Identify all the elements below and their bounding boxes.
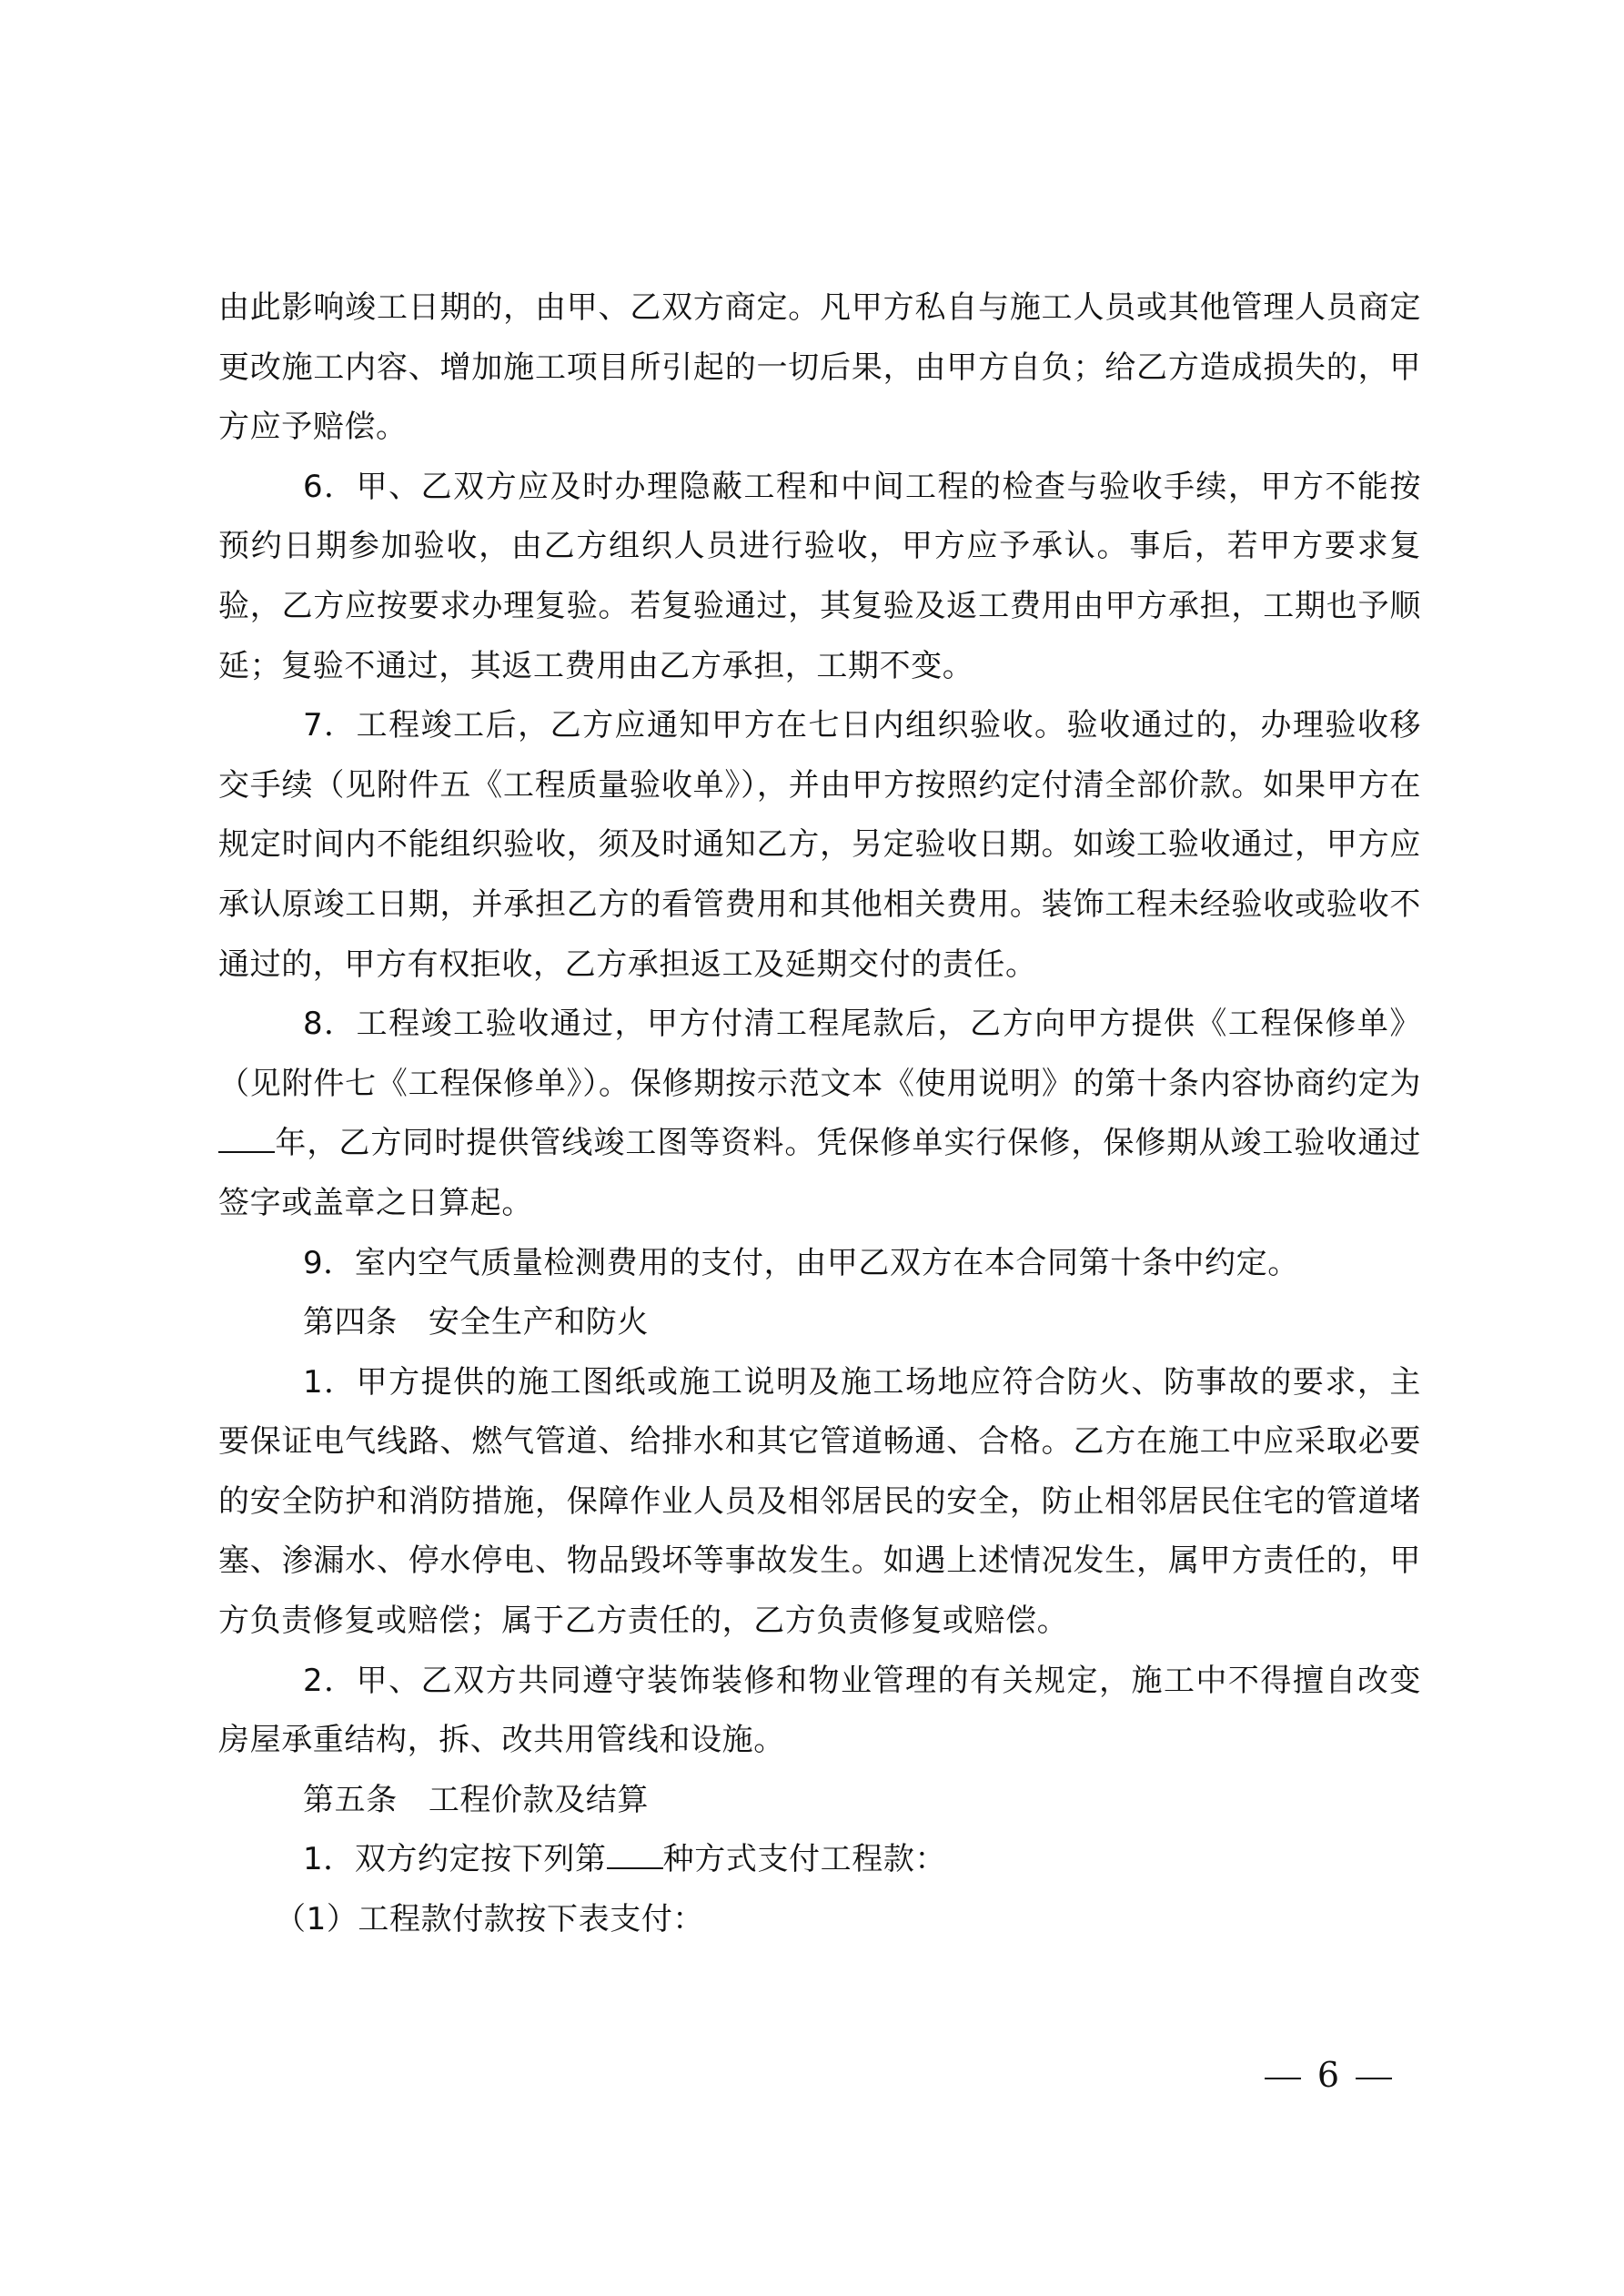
article-5-item-1-text-before: 1．双方约定按下列第 (303, 1841, 607, 1878)
article-4-number: 第四条 (303, 1304, 398, 1341)
article-5-heading (218, 1771, 1421, 1831)
page-number (1228, 2055, 1428, 2095)
warranty-years-blank (218, 1124, 275, 1153)
article-5-number: 第五条 (303, 1781, 398, 1818)
paragraph-item-9: 9．室内空气质量检测费用的支付，由甲乙双方在本合同第十条中约定。 (303, 1244, 1299, 1281)
article-4-title: 安全生产和防火 (428, 1304, 650, 1341)
paragraph-item-8 (218, 995, 1421, 1233)
paragraph-item-6: 6．甲、乙双方应及时办理隐蔽工程和中间工程的检查与验收手续，甲方不能按预约日期参加验收，由乙方组织人员进行验收，甲方应予承认。事后，若甲方要求复验，乙方应按要求办理复验。若复验通过，其复验及返工费用由甲方承担，工期也予顺延；复验不通过，其返工费用由乙方承担，工期不变。 (218, 468, 1421, 684)
document-body (218, 278, 1421, 1950)
item-8-text-before: 8．工程竣工验收通过，甲方付清工程尾款后，乙方向甲方提供《工程保修单》（见附件七《工程保修单》）。保修期按示范文本《使用说明》的第十条内容协商约定为 (218, 1006, 1421, 1102)
page-number-value: 6 (1316, 2055, 1340, 2095)
paragraph-item-7: 7．工程竣工后，乙方应通知甲方在七日内组织验收。验收通过的，办理验收移交手续（见附件五《工程质量验收单》），并由甲方按照约定付清全部价款。如果甲方在规定时间内不能组织验收，须及时通知乙方，另定验收日期。如竣工验收通过，甲方应承认原竣工日期，并承担乙方的看管费用和其他相关费用。装饰工程未经验收或验收不通过的，甲方有权拒收，乙方承担返工及延期交付的责任。 (218, 707, 1421, 983)
article-5-title: 工程价款及结算 (428, 1781, 650, 1818)
paragraph-article-5-item-1 (218, 1830, 1421, 1890)
article-4-heading (218, 1293, 1421, 1353)
item-8-text-after: 年，乙方同时提供管线竣工图等资料。凭保修单实行保修，保修期从竣工验收通过签字或盖章之日算起。 (218, 1125, 1421, 1221)
article-5-item-1-text-after: 种方式支付工程款： (662, 1841, 947, 1878)
page-number-right-dash (1356, 2078, 1392, 2079)
page-number-left-dash (1265, 2078, 1301, 2079)
paragraph-continuation: 由此影响竣工日期的，由甲、乙双方商定。凡甲方私自与施工人员或其他管理人员商定更改施工内容、增加施工项目所引起的一切后果，由甲方自负；给乙方造成损失的，甲方应予赔偿。 (218, 289, 1421, 446)
paragraph-article-4-item-1: 1．甲方提供的施工图纸或施工说明及施工场地应符合防火、防事故的要求，主要保证电气线路、燃气管道、给排水和其它管道畅通、合格。乙方在施工中应采取必要的安全防护和消防措施，保障作业人员及相邻居民的安全，防止相邻居民住宅的管道堵塞、渗漏水、停水停电、物品毁坏等事故发生。如遇上述情况发生，属甲方责任的，甲方负责修复或赔偿；属于乙方责任的，乙方负责修复或赔偿。 (218, 1363, 1421, 1640)
payment-method-blank (607, 1840, 663, 1869)
paragraph-article-5-sub-1: （1）工程款付款按下表支付： (275, 1901, 705, 1938)
paragraph-article-4-item-2: 2．甲、乙双方共同遵守装饰装修和物业管理的有关规定，施工中不得擅自改变房屋承重结构，拆、改共用管线和设施。 (218, 1662, 1421, 1759)
